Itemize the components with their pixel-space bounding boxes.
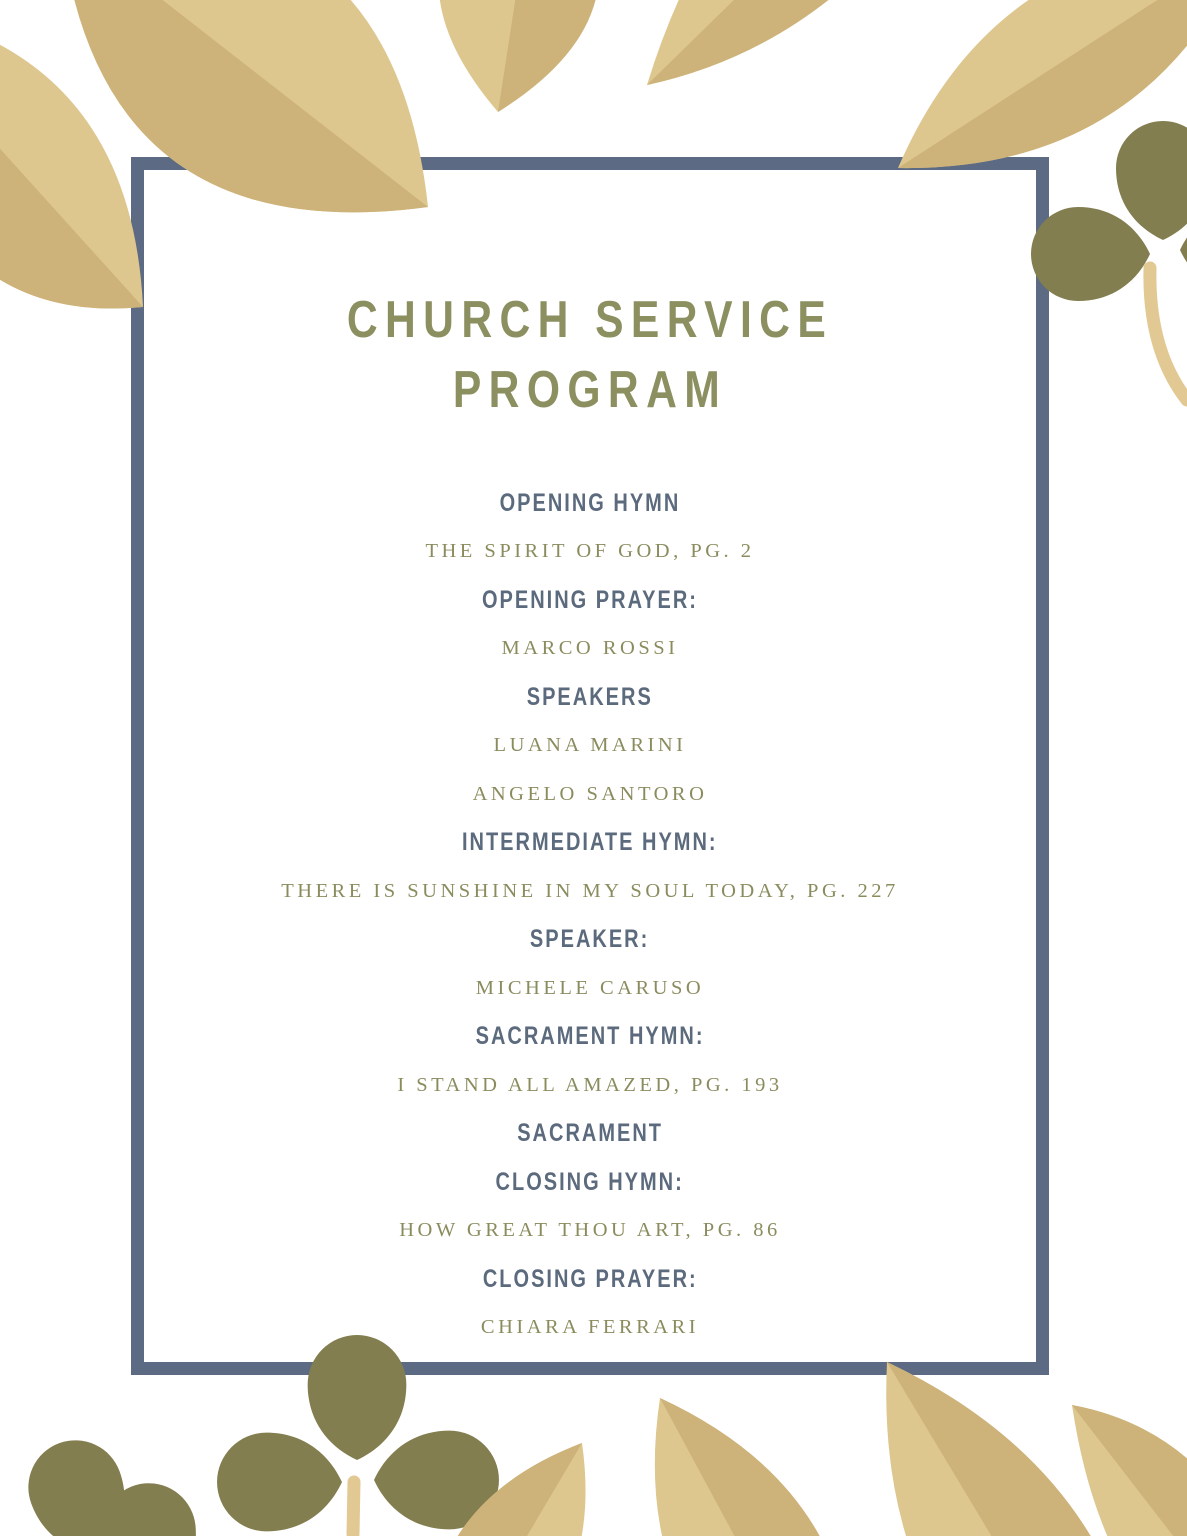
title-line-1: CHURCH SERVICE [346, 291, 834, 349]
program-detail [131, 867, 1049, 916]
program-detail [131, 625, 1049, 674]
program-heading [131, 673, 1049, 722]
program-heading-label: SACRAMENT [517, 1119, 663, 1148]
program-heading-label: CLOSING PRAYER: [482, 1264, 698, 1293]
program-detail [131, 528, 1049, 577]
title-line-2: PROGRAM [452, 361, 728, 419]
program-detail-label: ANGELO SANTORO [472, 782, 708, 805]
page-title [131, 285, 1049, 425]
program-heading [131, 819, 1049, 868]
program-detail-label: HOW GREAT THOU ART, PG. 86 [399, 1219, 781, 1242]
program-detail-label: MARCO ROSSI [501, 637, 679, 660]
program-heading [131, 479, 1049, 528]
program-heading [131, 916, 1049, 965]
program-heading [131, 1255, 1049, 1304]
program-detail-label: MICHELE CARUSO [475, 976, 705, 999]
program-heading [131, 1158, 1049, 1207]
program-detail [131, 770, 1049, 819]
program-heading-label: CLOSING HYMN: [495, 1167, 685, 1196]
program-heading-label: INTERMEDIATE HYMN: [462, 828, 718, 857]
program-detail-label: I STAND ALL AMAZED, PG. 193 [397, 1073, 783, 1096]
program-detail-label: THE SPIRIT OF GOD, PG. 2 [425, 540, 755, 563]
program-detail-label: CHIARA FERRARI [480, 1316, 700, 1339]
program-heading [131, 1013, 1049, 1062]
program-heading [131, 576, 1049, 625]
program-heading-label: SACRAMENT HYMN: [475, 1022, 705, 1051]
program-list [131, 479, 1049, 1352]
leaf-icon [1072, 1405, 1187, 1536]
clover-icon [1031, 121, 1187, 400]
program-heading-label: OPENING PRAYER: [482, 585, 698, 614]
program-detail [131, 1061, 1049, 1110]
program-detail-label: THERE IS SUNSHINE IN MY SOUL TODAY, PG. 227 [281, 879, 899, 902]
program-detail [131, 722, 1049, 771]
program-detail [131, 1304, 1049, 1353]
program-detail [131, 1207, 1049, 1256]
program-content [131, 0, 1049, 1536]
program-heading-label: OPENING HYMN [499, 488, 681, 517]
stem-icon [1150, 268, 1187, 400]
program-heading-label: SPEAKERS [526, 682, 654, 711]
leaf-icon [0, 5, 143, 309]
program-detail-label: LUANA MARINI [493, 734, 687, 757]
program-detail [131, 964, 1049, 1013]
program-heading-label: SPEAKER: [530, 925, 650, 954]
program-heading [131, 1110, 1049, 1159]
